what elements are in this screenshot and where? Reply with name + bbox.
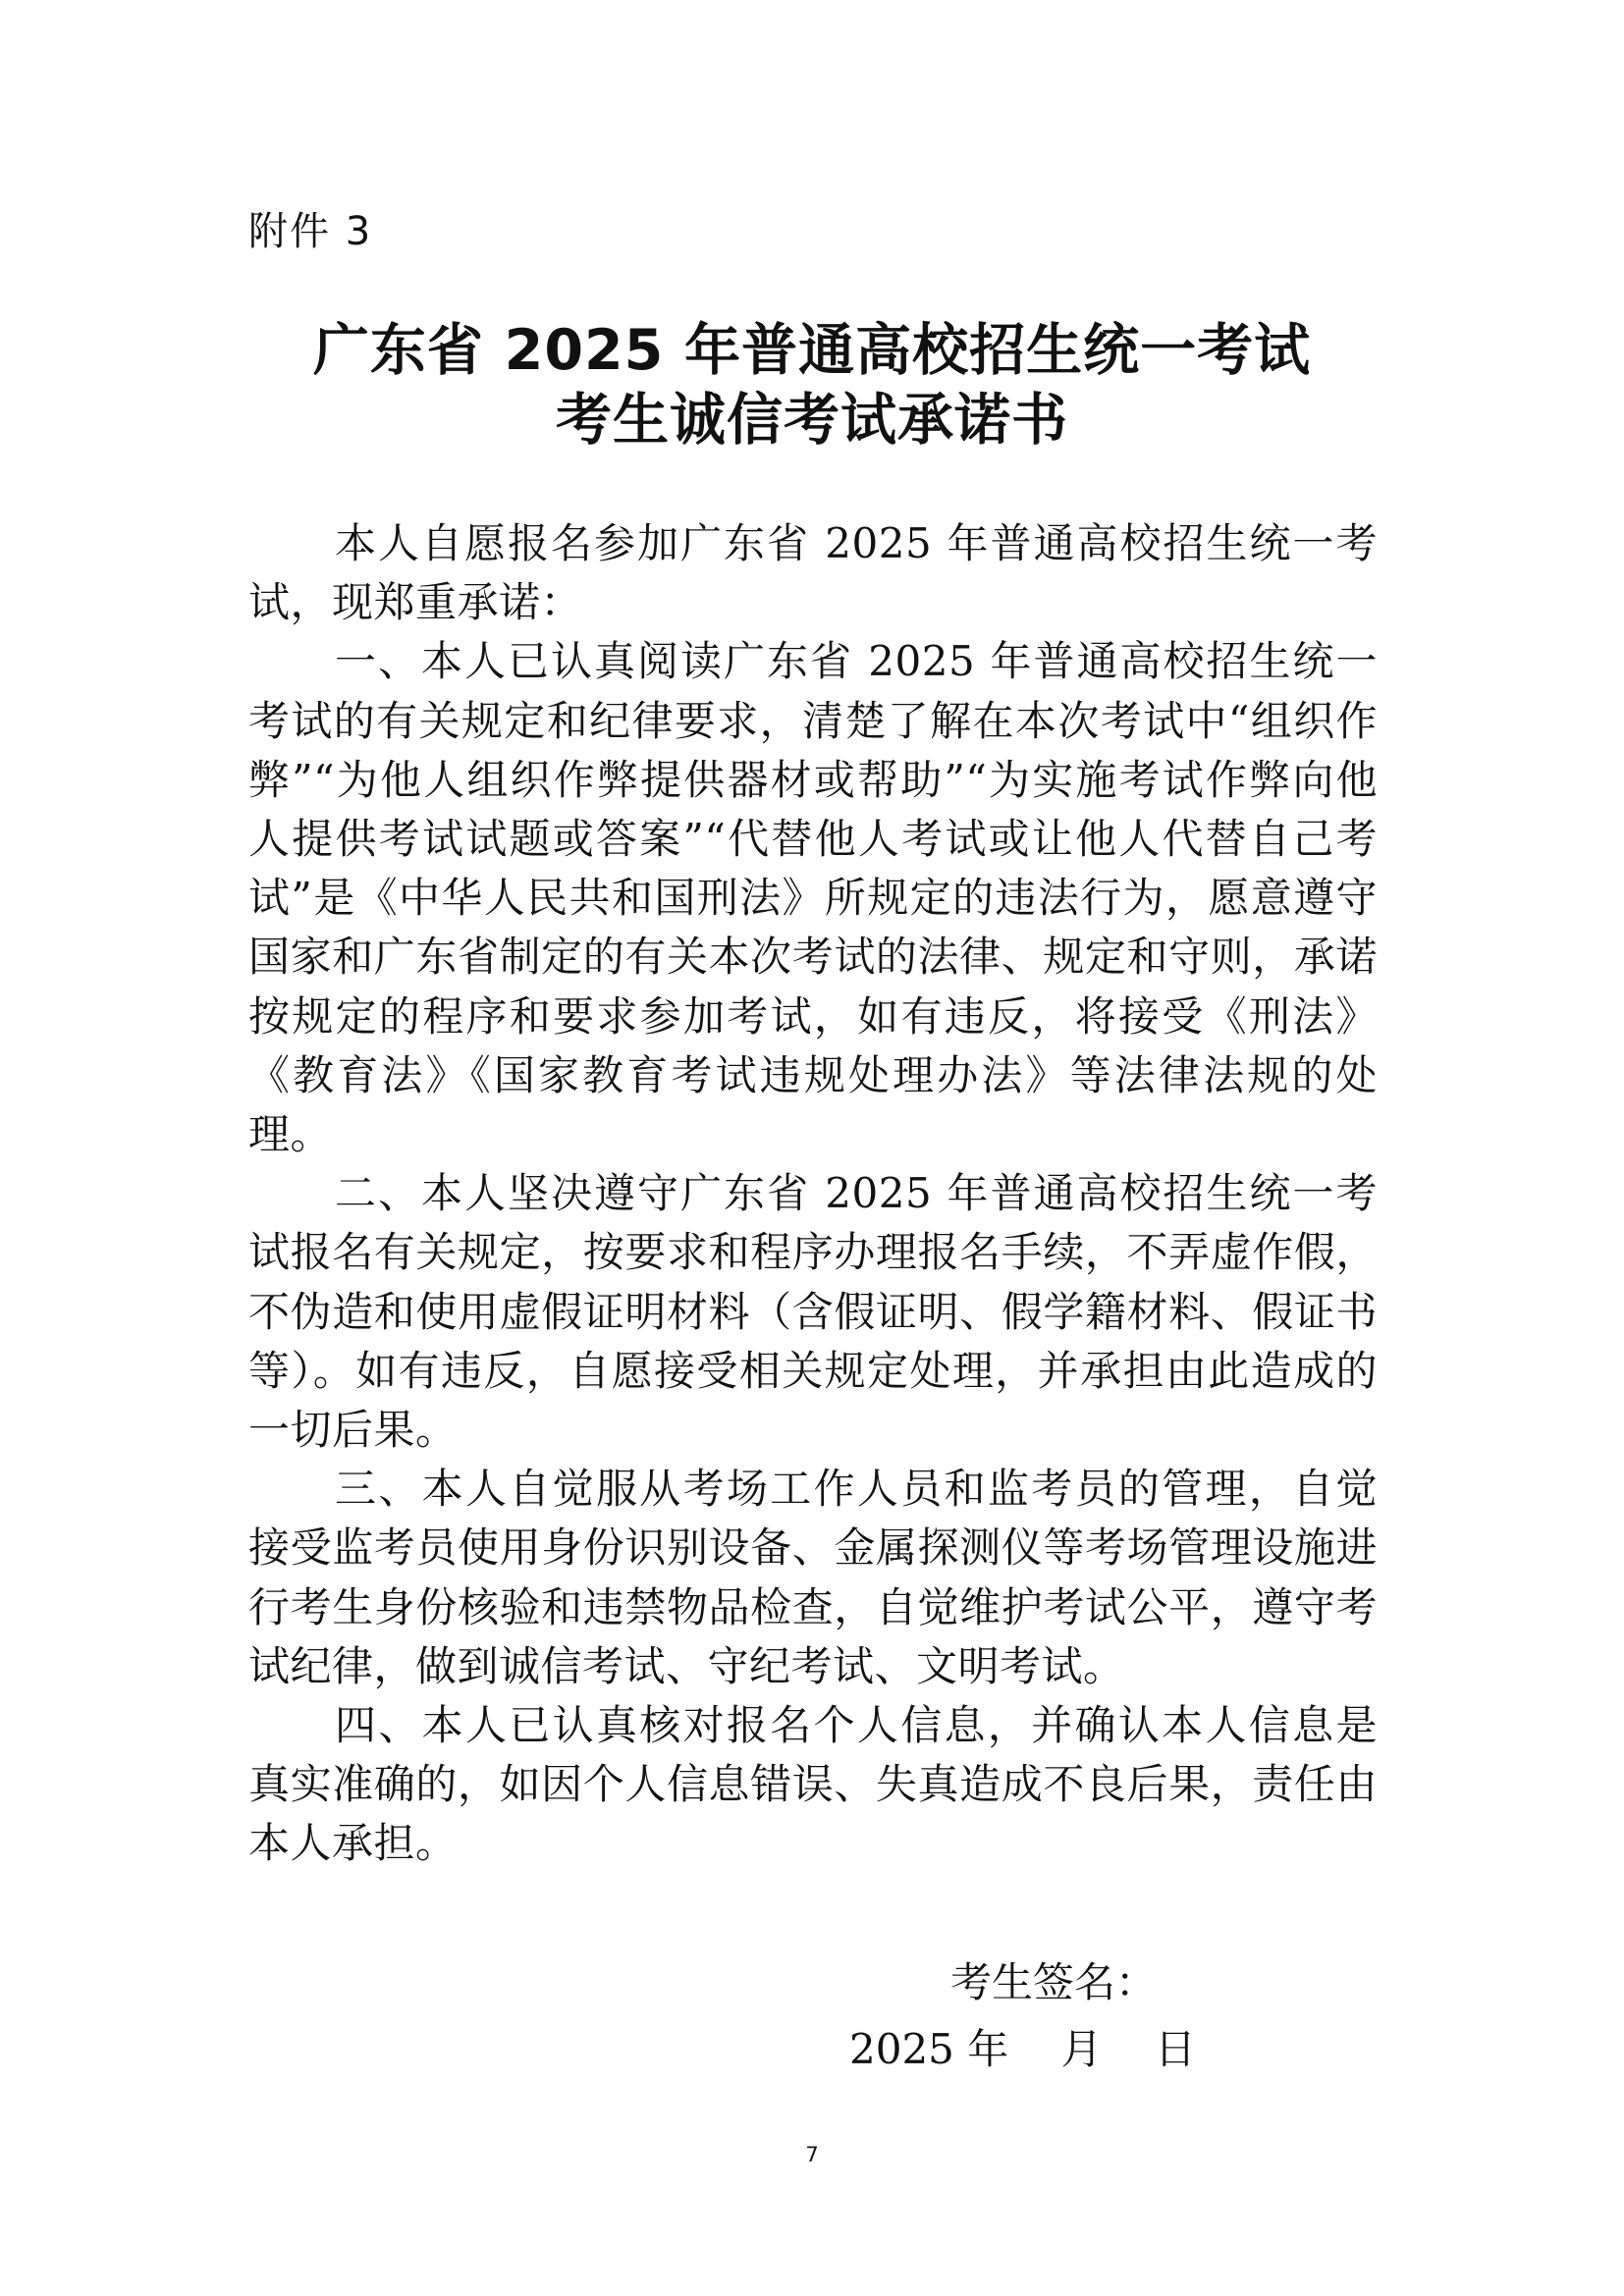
signature-block [0, 1953, 1624, 2091]
attachment-label: 附件 3 [248, 209, 373, 254]
pledge-item-4: 四、本人已认真核对报名个人信息，并确认本人信息是真实准确的，如因个人信息错误、失真造成不良后果，责任由本人承担。 [248, 1701, 1378, 1868]
pledge-item-3: 三、本人自觉服从考场工作人员和监考员的管理，自觉接受监考员使用身份识别设备、金属探测仪等考场管理设施进行考生身份核验和违禁物品检查，自觉维护考试公平，遵守考试纪律，做到诚信考试、守纪考试、文明考试。 [248, 1465, 1378, 1690]
document-title-line-1: 广东省 2025 年普通高校招生统一考试 [312, 318, 1312, 383]
intro-paragraph: 本人自愿报名参加广东省 2025 年普通高校招生统一考试，现郑重承诺： [248, 519, 1378, 627]
page-number: 7 [805, 2143, 819, 2166]
signature-label: 考生签名： [950, 1958, 1158, 2006]
pledge-body [248, 514, 1378, 1874]
document-title-line-2: 考生诚信考试承诺书 [556, 388, 1068, 453]
pledge-item-2: 二、本人坚决遵守广东省 2025 年普通高校招生统一考试报名有关规定，按要求和程序办理报名手续，不弄虚作假，不伪造和使用虚假证明材料（含假证明、假学籍材料、假证书等）。如有违反，自愿接受相关规定处理，并承担由此造成的一切后果。 [248, 1169, 1378, 1455]
signature-date: 2025 年 月 日 [849, 2025, 1197, 2073]
pledge-item-1: 一、本人已认真阅读广东省 2025 年普通高校招生统一考试的有关规定和纪律要求，清楚了解在本次考试中“组织作弊”“为他人组织作弊提供器材或帮助”“为实施考试作弊向他人提供考试试题或答案”“代替他人考试或让他人代替自己考试”是《中华人民共和国刑法》所规定的违法行为，愿意遵守国家和广东省制定的有关本次考试的法律、规定和守则，承诺按规定的程序和要求参加考试，如有违反，将接受《刑法》《教育法》《国家教育考试违规处理办法》等法律法规的处理。 [248, 637, 1378, 1159]
